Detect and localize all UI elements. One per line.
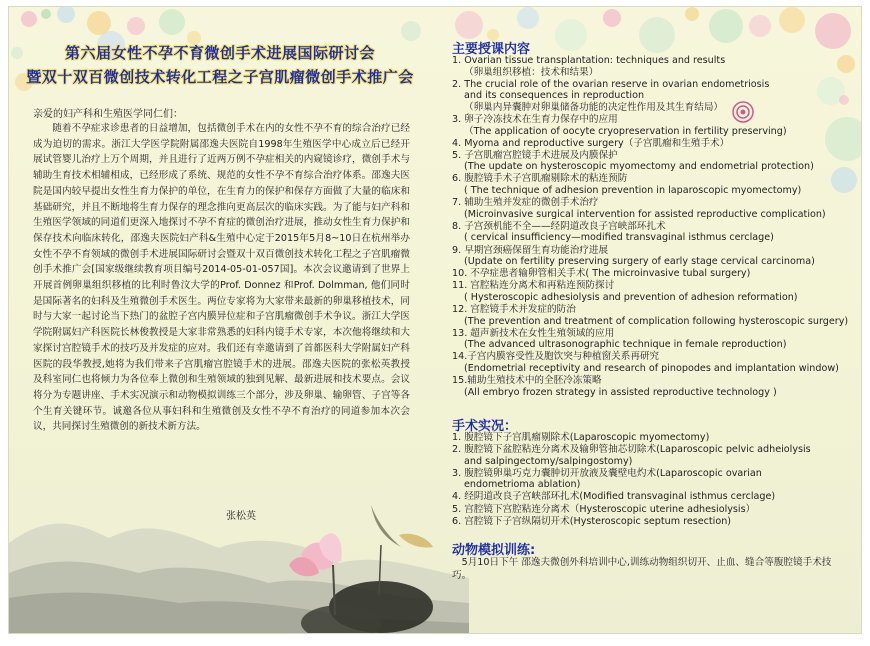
conference-subtitle: 暨双十双百微创技术转化工程之子宫肌瘤微创手术推广会 bbox=[26, 68, 414, 86]
list-item-title: 6. 宫腔镜下子宫纵隔切开术(Hysteroscopic septum resection) bbox=[452, 515, 732, 527]
list-item-title: 6. 腹腔镜手术子宫肌瘤剔除术的粘连预防 bbox=[452, 173, 628, 185]
list-item-detail: ( Hysteroscopic adhesiolysis and prevention of adhesion reformation) bbox=[464, 291, 798, 303]
list-item bbox=[452, 150, 848, 173]
conference-title: 第六届女性不孕不育微创手术进展国际研讨会 bbox=[64, 44, 375, 62]
list-item-title: 14.子宫内膜容受性及胞饮突与种植窗关系再研究 bbox=[452, 351, 660, 363]
list-item bbox=[452, 468, 811, 491]
list-item-title: 5. 子宫肌瘤宫腔镜手术进展及内膜保护 bbox=[452, 149, 618, 161]
list-item-title: 13. 超声新技术在女性生殖领域的应用 bbox=[452, 327, 615, 339]
list-item bbox=[452, 351, 848, 374]
list-item-title: 8. 子宫颈机能不全——经阴道改良子宫峡部环扎术 bbox=[452, 220, 666, 232]
list-item-detail: (Endometrial receptivity and research of pinopodes and implantation window) bbox=[464, 362, 839, 374]
decor-dot bbox=[603, 9, 621, 27]
list-item-title: 7. 辅助生殖并发症的微创手术治疗 bbox=[452, 197, 599, 209]
list-item-title: 3. 腹腔镜卵巢巧克力囊肿切开放液及囊壁电灼术(Laparoscopic ovarian bbox=[452, 467, 762, 479]
list-item bbox=[452, 245, 848, 268]
list-item-title: 3. 卵子冷冻技术在生育力保存中的应用 bbox=[452, 113, 618, 125]
list-item bbox=[452, 138, 848, 150]
surgery-list bbox=[452, 432, 811, 527]
decor-dot bbox=[517, 7, 539, 29]
list-item-detail: （卵巢内异囊肿对卵巢储备功能的决定性作用及其生育结局） bbox=[464, 101, 724, 113]
decor-dot bbox=[555, 19, 587, 51]
list-item-detail: ( cervical insufficiency—modified transvaginal isthmus cerclage) bbox=[464, 232, 774, 244]
list-item-title: 5. 宫腔镜下宫腔粘连分离术（Hysteroscopic uterine adhesiolysis） bbox=[452, 503, 756, 515]
list-item bbox=[452, 444, 811, 467]
list-item-title: 4. 经阴道改良子宫峡部环扎术(Modified transvaginal isthmus cerclage) bbox=[452, 491, 776, 503]
topics-heading: 主要授课内容 bbox=[452, 42, 531, 57]
decor-dot bbox=[57, 6, 75, 23]
list-item-detail: (Update on fertility preserving surgery of early stage cervical carcinoma) bbox=[464, 256, 815, 268]
decor-dot bbox=[21, 11, 37, 27]
list-item bbox=[452, 491, 811, 503]
letter-signature: 张松英 bbox=[226, 511, 256, 522]
list-item-detail: (Microinvasive surgical intervention for assisted reproductive complication) bbox=[464, 208, 826, 220]
list-item bbox=[452, 304, 848, 327]
list-item-detail: (The advanced ultrasonographic technique in female reproduction) bbox=[464, 339, 787, 351]
list-item-detail: ( The technique of adhesion prevention in laparoscopic myomectomy) bbox=[464, 185, 802, 197]
decor-dot bbox=[41, 9, 51, 19]
list-item-title: 1. 腹腔镜下子宫肌瘤剔除术(Laparoscopic myomectomy) bbox=[452, 432, 710, 443]
decor-dot bbox=[159, 9, 185, 35]
list-item bbox=[452, 268, 848, 280]
decor-dot bbox=[709, 9, 743, 43]
list-item-detail: (The update on hysteroscopic myomectomy and endometrial protection) bbox=[464, 161, 814, 173]
list-item-detail: (The prevention and treatment of complication following hysteroscopic surgery) bbox=[464, 315, 849, 327]
list-item-detail: endometrioma ablation) bbox=[464, 479, 581, 491]
list-item bbox=[452, 516, 811, 528]
list-item bbox=[452, 280, 848, 303]
list-item bbox=[452, 221, 848, 244]
letter-body: 随着不孕症求诊患者的日益增加，包括微创手术在内的女性不孕不育的综合治疗已经成为迫切的需求。浙江大学医学院附属邵逸夫医院自1998年生殖医学中心成立后已经开展试管婴儿治疗上万个周期，并且进行了近两万例不孕症相关的内窥镜诊疗，微创手术与辅助生育技术相辅相成，已经形成了系统、规范的女性不孕不育综合治疗体系。邵逸夫医院是国内较早提出女性生育力保护的单位，在生育力的保护和保存方面做了大量的临床和基础研究，并且不断地将生育力保存的理念推向更高层次的临床实践。为了能与妇产科和生殖医学领域的同道们更深入地探讨不孕不育症的微创治疗进展，推动女性生育力保护和保存技术向临床转化，邵逸夫医院妇产科&生殖中心定于2015年5月8~10日在杭州举办女性不孕不育领域的微创手术进展国际研讨会暨双十双百微创技术转化工程之子宫肌瘤微创手术推广会[国家级继续教育项目编号2014-05-01-057国]。本次会议邀请到了世界上开展首例卵巢组织移植的比利时鲁汶大学的Prof. Donnez 和Prof. Dolmman, 他们同时是国际著名的妇科及生殖微创手术医生。两位专家将为大家带来最新的卵巢移植技术，同时与大家一起讨论当下热门的盆腔子宫内膜异位症和子宫肌瘤微创手术争议。浙江大学医学院附属妇产科医院长林俊教授是大家非常熟悉的妇科内镜手术专家，本次他将继续和大家探讨宫腔镜手术的技巧及并发症的应对。我们还有幸邀请到了首都医科大学附属妇产科医院的段华教授,她将为我们带来子宫肌瘤宫腔镜手术的进展。邵逸夫医院的张松英教授及科室同仁也将倾力为各位奉上微创和生殖领域的独到见解、最新进展和技术要点。会议将分为专题讲座、手术实况演示和动物模拟训练三个部分，涉及卵巢、输卵管、子宫等各个生育关键环节。诚邀各位从事妇科和生殖微创及女性不孕不育治疗的同道参加本次会议，共同探讨生殖微创的新技术新方法。 bbox=[33, 123, 410, 433]
list-item-title: 9. 早期宫颈癌保留生育功能治疗进展 bbox=[452, 244, 609, 256]
decor-dot bbox=[779, 7, 805, 33]
list-item-detail: (All embryo frozen strategy in assisted reproductive technology ) bbox=[464, 386, 777, 398]
list-item bbox=[452, 55, 848, 78]
list-item-title: 2. 腹腔镜下盆腔粘连分离术及输卵管抽芯切除术(Laparoscopic pelvic adheiolysis bbox=[452, 444, 811, 456]
decor-dot bbox=[749, 15, 771, 37]
list-item bbox=[452, 504, 811, 516]
list-item bbox=[452, 432, 811, 444]
list-item bbox=[452, 328, 848, 351]
decor-dot bbox=[815, 13, 851, 49]
list-item-title: 15.辅助生殖技术中的全胚冷冻策略 bbox=[452, 375, 602, 387]
letter-greeting: 亲爱的妇产科和生殖医学同仁们： bbox=[33, 109, 183, 120]
surgery-heading: 手术实况： bbox=[452, 419, 518, 434]
decor-dot bbox=[127, 17, 145, 35]
list-item-detail: and salpingectomy/salpingostomy) bbox=[464, 455, 633, 467]
list-item-title: 2. The crucial role of the ovarian reserve in ovarian endometriosis bbox=[452, 78, 770, 90]
list-item-detail: （卵巢组织移植：技术和结果） bbox=[464, 66, 599, 78]
list-item-title: 1. Ovarian tissue transplantation: techniques and results bbox=[452, 55, 726, 66]
list-item-detail: and its consequences in reproduction bbox=[464, 90, 645, 102]
topics-list bbox=[452, 55, 848, 398]
list-item-detail: （The application of oocyte cryopreservation in fertility preserving) bbox=[464, 125, 787, 137]
simulation-heading: 动物模拟训练: bbox=[452, 543, 536, 558]
list-item bbox=[452, 375, 848, 398]
decor-dot bbox=[455, 11, 483, 39]
decor-dot bbox=[685, 7, 699, 21]
list-item-title: 4. Myoma and reproductive surgery（子宫肌瘤和生殖手术） bbox=[452, 137, 730, 149]
list-item bbox=[452, 173, 848, 196]
lotus-flower-illustration bbox=[271, 495, 451, 634]
list-item-title: 10. 不孕症患者输卵管相关手术( The microinvasive tubal surgery) bbox=[452, 268, 751, 280]
list-item bbox=[452, 79, 848, 114]
list-item bbox=[452, 114, 848, 137]
decor-dot bbox=[639, 17, 675, 53]
list-item-title: 12. 宫腔镜手术并发症的防治 bbox=[452, 303, 576, 315]
decor-dot bbox=[401, 21, 421, 41]
list-item-title: 11. 宫腔粘连分离术和再粘连预防探讨 bbox=[452, 280, 615, 292]
simulation-text: 5月10日下午 邵逸夫微创外科培训中心,训练动物组织切开、止血、缝合等腹腔镜手术技巧。 bbox=[452, 557, 832, 581]
list-item bbox=[452, 197, 848, 220]
